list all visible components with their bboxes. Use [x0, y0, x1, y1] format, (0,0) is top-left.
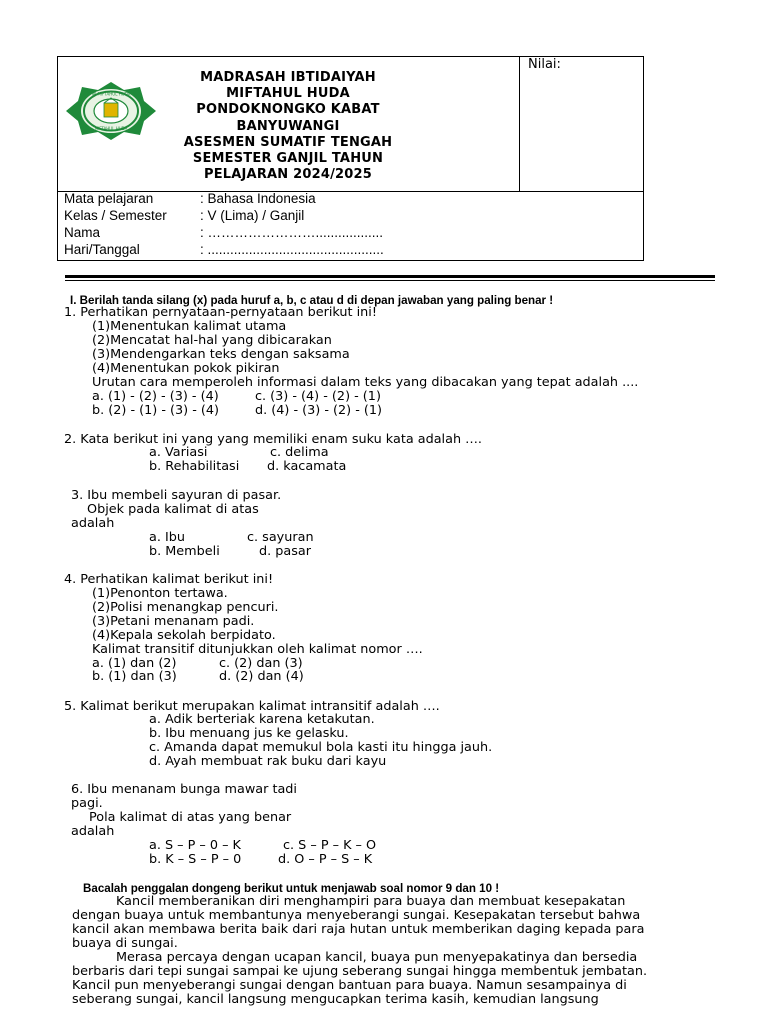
q4-question: Kalimat transitif ditunjukkan oleh kalimat nomor ….	[92, 642, 423, 657]
q1-item: (1)Menentukan kalimat utama	[92, 319, 287, 334]
q2-option-c: c. delima	[270, 445, 329, 460]
q6-option-d: d. O – P – S – K	[278, 852, 373, 867]
header-table	[57, 56, 644, 261]
hari-label: Hari/Tanggal	[64, 242, 140, 257]
school-line: BANYUWANGI	[236, 118, 340, 134]
q5-option-a: a. Adik berteriak karena ketakutan.	[149, 712, 375, 727]
q1-item: (3)Mendengarkan teks dengan saksama	[92, 347, 350, 362]
hari-value: : ...............................................	[200, 242, 384, 257]
nilai-label: Nilai:	[528, 57, 561, 72]
q6-line: pagi.	[71, 796, 103, 811]
reading-line: kancil akan membawa berita baik dari raja hutan untuk memberikan daging kepada para	[72, 922, 645, 937]
q4-option-d: d. (2) dan (4)	[219, 669, 304, 684]
q6-line: adalah	[71, 824, 115, 839]
q3-stem: 3. Ibu membeli sayuran di pasar.	[71, 488, 282, 503]
reading-line: dengan buaya untuk membantunya menyeberangi sungai. Kesepakatan tersebut bahwa	[72, 908, 641, 923]
divider-thick	[65, 275, 715, 278]
q4-stem: 4. Perhatikan kalimat berikut ini!	[64, 572, 274, 587]
q2-option-b: b. Rehabilitasi	[149, 459, 240, 474]
reading-line: buaya di sungai.	[72, 936, 178, 951]
reading-line: berbaris dari tepi sungai sampai ke ujung seberang sungai hingga membentuk jembatan.	[72, 964, 648, 979]
q4-option-c: c. (2) dan (3)	[219, 656, 303, 671]
q4-item: (4)Kepala sekolah berpidato.	[92, 628, 276, 643]
q3-line: Objek pada kalimat di atas	[87, 502, 259, 517]
q6-line: Pola kalimat di atas yang benar	[89, 810, 292, 825]
kelas-value: : V (Lima) / Ganjil	[200, 208, 305, 223]
q3-option-d: d. pasar	[259, 544, 311, 559]
mapel-value: : Bahasa Indonesia	[200, 191, 316, 206]
q6-stem: 6. Ibu menanam bunga mawar tadi	[71, 782, 297, 797]
logo-text-top: MI MIFTAHUL HUDA	[91, 91, 131, 97]
q5-option-b: b. Ibu menuang jus ke gelasku.	[149, 726, 349, 741]
school-line: ASESMEN SUMATIF TENGAH	[183, 134, 393, 150]
header-vertical-divider	[519, 57, 520, 192]
instruction: I. Berilah tanda silang (x) pada huruf a, b, c atau d di depan jawaban yang paling benar !	[70, 294, 554, 307]
q1-option-a: a. (1) - (2) - (3) - (4)	[92, 389, 219, 404]
divider-thin	[65, 280, 715, 281]
school-line: PELAJARAN 2024/2025	[203, 167, 373, 183]
school-line: MIFTAHUL HUDA	[226, 86, 350, 102]
school-logo	[64, 81, 158, 141]
q1-item: (2)Mencatat hal-hal yang dibicarakan	[92, 333, 332, 348]
q2-option-a: a. Variasi	[149, 445, 208, 460]
reading-line: seberang sungai, kancil langsung mengucapkan terima kasih, kemudian langsung	[72, 992, 599, 1007]
reading-title: Bacalah penggalan dongeng berikut untuk menjawab soal nomor 9 dan 10 !	[83, 882, 500, 895]
q3-line: adalah	[71, 516, 115, 531]
school-line: SEMESTER GANJIL TAHUN	[192, 151, 384, 167]
q4-option-a: a. (1) dan (2)	[92, 656, 177, 671]
school-title	[168, 70, 408, 183]
q1-item: (4)Menentukan pokok pikiran	[92, 361, 280, 376]
q6-option-a: a. S – P – 0 – K	[149, 838, 241, 853]
q3-option-b: b. Membeli	[149, 544, 220, 559]
q4-option-b: b. (1) dan (3)	[92, 669, 177, 684]
logo-text-bottom: MIFTAHUL HUDA	[94, 126, 128, 131]
q4-item: (1)Penonton tertawa.	[92, 586, 228, 601]
nama-value: : ……………………..................	[200, 225, 384, 240]
nama-label: Nama	[64, 225, 101, 240]
mapel-label: Mata pelajaran	[64, 191, 154, 206]
school-line: PONDOKNONGKO KABAT	[196, 102, 380, 118]
reading-line: Kancil pun menyeberangi sungai dengan bantuan para buaya. Namun sesampainya di	[72, 978, 627, 993]
kelas-label: Kelas / Semester	[64, 208, 167, 223]
q5-stem: 5. Kalimat berikut merupakan kalimat intransitif adalah ….	[64, 699, 440, 714]
q2-option-d: d. kacamata	[267, 459, 347, 474]
reading-line: Merasa percaya dengan ucapan kancil, buaya pun menyepakatinya dan bersedia	[116, 950, 638, 965]
q4-item: (2)Polisi menangkap pencuri.	[92, 600, 279, 615]
q6-option-b: b. K – S – P – 0	[149, 852, 242, 867]
q4-item: (3)Petani menanam padi.	[92, 614, 255, 629]
q1-option-b: b. (2) - (1) - (3) - (4)	[92, 403, 220, 418]
q1-option-d: d. (4) - (3) - (2) - (1)	[255, 403, 383, 418]
q1-stem: 1. Perhatikan pernyataan-pernyataan berikut ini!	[64, 305, 377, 320]
q3-option-a: a. Ibu	[149, 530, 185, 545]
q1-question: Urutan cara memperoleh informasi dalam teks yang dibacakan yang tepat adalah ....	[92, 375, 639, 390]
q5-option-d: d. Ayah membuat rak buku dari kayu	[149, 754, 387, 769]
q2-stem: 2. Kata berikut ini yang yang memiliki enam suku kata adalah ….	[64, 432, 482, 447]
q1-option-c: c. (3) - (4) - (2) - (1)	[255, 389, 381, 404]
q5-option-c: c. Amanda dapat memukul bola kasti itu hingga jauh.	[149, 740, 493, 755]
q3-option-c: c. sayuran	[247, 530, 314, 545]
reading-line: Kancil memberanikan diri menghampiri para buaya dan membuat kesepakatan	[116, 894, 626, 909]
q6-option-c: c. S – P – K – O	[283, 838, 377, 853]
school-line: MADRASAH IBTIDAIYAH	[200, 70, 376, 85]
